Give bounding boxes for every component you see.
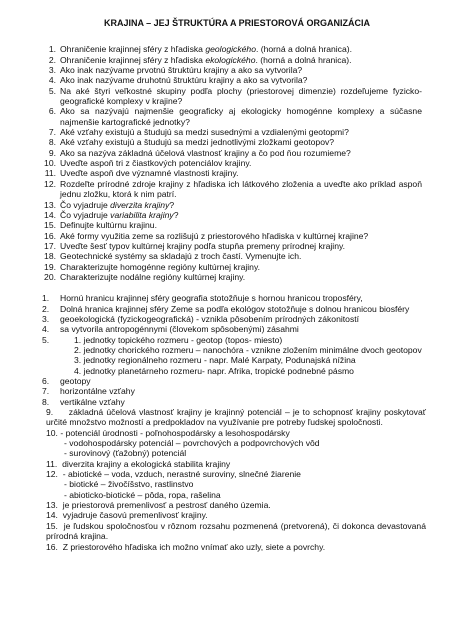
question-item: 20. Charakterizujte nodálne regióny kultúrnej krajiny. [44,271,246,282]
question-item: 7. Aké vzťahy existujú a študujú sa medzi susednými a vzdialenými geotopmi? [48,127,349,138]
answer-item: 1. Hornú hranicu krajinnej sféry geografia stotožňuje s hornou hranicou troposféry, [42,293,363,304]
answer-item: 9. základná účelová vlastnosť krajiny je krajinný potenciál – je to schopnosť krajiny poskytovať určité množstvo možností a predpokladov na využívanie pre potreby ľudskej spoločnosti. [46,407,426,428]
question-item: 19. Charakterizujte homogénne regióny kultúrnej krajiny. [44,261,260,272]
answer-item: 13. je priestorová premenlivosť a pestrosť daného územia. [46,500,271,511]
question-item: 8. Aké vzťahy existujú a študujú sa medzi jednotlivými zložkami geotopov? [48,137,335,148]
section-gap [0,282,474,293]
answer-item: 11. diverzita krajiny a ekologická stabilita krajiny [46,458,231,469]
question-item: 10. Uveďte aspoň tri z čiastkových potenciálov krajiny. [44,158,252,169]
answer-item: 12. - abiotické – voda, vzduch, nerastné suroviny, slnečné žiarenie - biotické – živočíšstvo, rastlinstvo - abioticko-biotické – pôda, ropa, rašelina [46,469,426,500]
question-item: 15. Definujte kultúrnu krajinu. [44,220,157,231]
question-item: 6. Ako sa nazývajú najmenšie geograficky aj ekologicky homogénne komplexy a súčasne najmenšie kartografické jednotky? [48,106,422,127]
answer-subline: - biotické – živočíšstvo, rastlinstvo [64,479,194,490]
answer-subline: - surovinový (ťažobný) potenciál [64,448,187,459]
answer-item: 16. Z priestorového hľadiska ich možno vnímať ako uzly, siete a povrchy. [46,541,326,552]
answer-list [0,293,474,552]
answer-item: 8. vertikálne vzťahy [42,396,125,407]
question-item: 12. Rozdeľte prírodné zdroje krajiny z hľadiska ich látkového zloženia a uveďte ako príklad aspoň jednu zložku, ktorá k nim patrí. [44,178,422,200]
question-item: 1. Ohraničenie krajinnej sféry z hľadiska geologického. (horná a dolná hranica). [48,44,353,55]
answer-subline: - vodohospodársky potenciál – povrchových a podpovrchových vôd [64,438,320,449]
question-item: 9. Ako sa nazýva základná účelová vlastnosť krajiny a čo pod ňou rozumieme? [48,147,351,158]
answer-subline: 1. jednotky topického rozmeru - geotop (topos- miesto) [74,334,283,345]
answer-item: 2. Dolná hranica krajinnej sféry Zeme sa podľa ekológov stotožňuje s dolnou hranicou biosféry [42,303,410,314]
answer-subline: 2. jednotky chorického rozmeru – nanochóra - vznikne zložením minimálne dvoch geotopov [74,344,422,355]
answer-item: 3. geoekologická (fyzickogeografická) - vznikla pôsobením prírodných zákonitostí [42,313,360,324]
answer-item: 7. horizontálne vzťahy [42,386,135,397]
question-item: 2. Ohraničenie krajinnej sféry z hľadiska ekologického. (horná a dolná hranica). [48,54,352,65]
document-title: KRAJINA – JEJ ŠTRUKTÚRA A PRIESTOROVÁ ORGANIZÁCIA [103,18,371,28]
question-item: 14. Čo vyjadruje variabilita krajiny? [44,209,179,220]
question-item: 18. Geotechnické systémy sa skladajú z troch častí. Vymenujte ich. [44,251,302,262]
question-item: 3. Ako inak nazývame prvotnú štruktúru krajiny a ako sa vytvorila? [48,65,303,76]
answer-subline: - abioticko-biotické – pôda, ropa, rašelina [64,489,221,500]
question-item: 16. Aké formy využitia zeme sa rozlišujú z priestorového hľadiska v kultúrnej krajine? [44,230,369,241]
answer-item: 4. sa vytvorila antropogénnymi (človekom spôsobenými) zásahmi [42,324,299,335]
question-item: 11. Uveďte aspoň dve významné vlastnosti krajiny. [44,168,239,179]
question-item: 17. Uveďte šesť typov kultúrnej krajiny podľa stupňa premeny prírodnej krajiny. [44,240,346,251]
answer-subline: 4. jednotky planetárneho rozmeru- napr. Afrika, tropické podnebné pásmo [74,365,354,376]
answer-item: 6. geotopy [42,376,91,386]
question-item: 13. Čo vyjadruje diverzita krajiny? [44,199,175,210]
question-item: 5. Na aké štyri veľkostné skupiny podľa plochy (priestorovej dimenzie) rozdeľujeme fyzicko-geografické komplexy v krajine? [48,85,422,107]
question-item: 4. Ako inak nazývame druhotnú štruktúru krajiny a ako sa vytvorila? [48,75,308,86]
question-list [0,44,474,282]
answer-item: 15. je ľudskou spoločnosťou v rôznom rozsahu pozmenená (pretvorená), či dokonca devastovaná prírodná krajina. [46,520,426,542]
answer-item: 5. 1. jednotky topického rozmeru - geotop (topos- miesto) 2. jednotky chorického rozmeru – nanochóra - vznikne zložením minimálne dvoch geotopov 3. jednotky regionálneho rozmeru - napr. Malé Karpaty, Podunajská nížina 4. jednotky planetárneho rozmeru- napr. Afrika, tropické podnebné pásmo [60,335,426,376]
answer-subline: 3. jednotky regionálneho rozmeru - napr. Malé Karpaty, Podunajská nížina [74,355,356,366]
answer-item: 10. - potenciál úrodnosti - poľnohospodársky a lesohospodársky - vodohospodársky potenciál – povrchových a podpovrchových vôd - surovinový (ťažobný) potenciál [46,428,426,459]
answer-item: 14. vyjadruje časovú premenlivosť krajiny. [46,510,208,521]
